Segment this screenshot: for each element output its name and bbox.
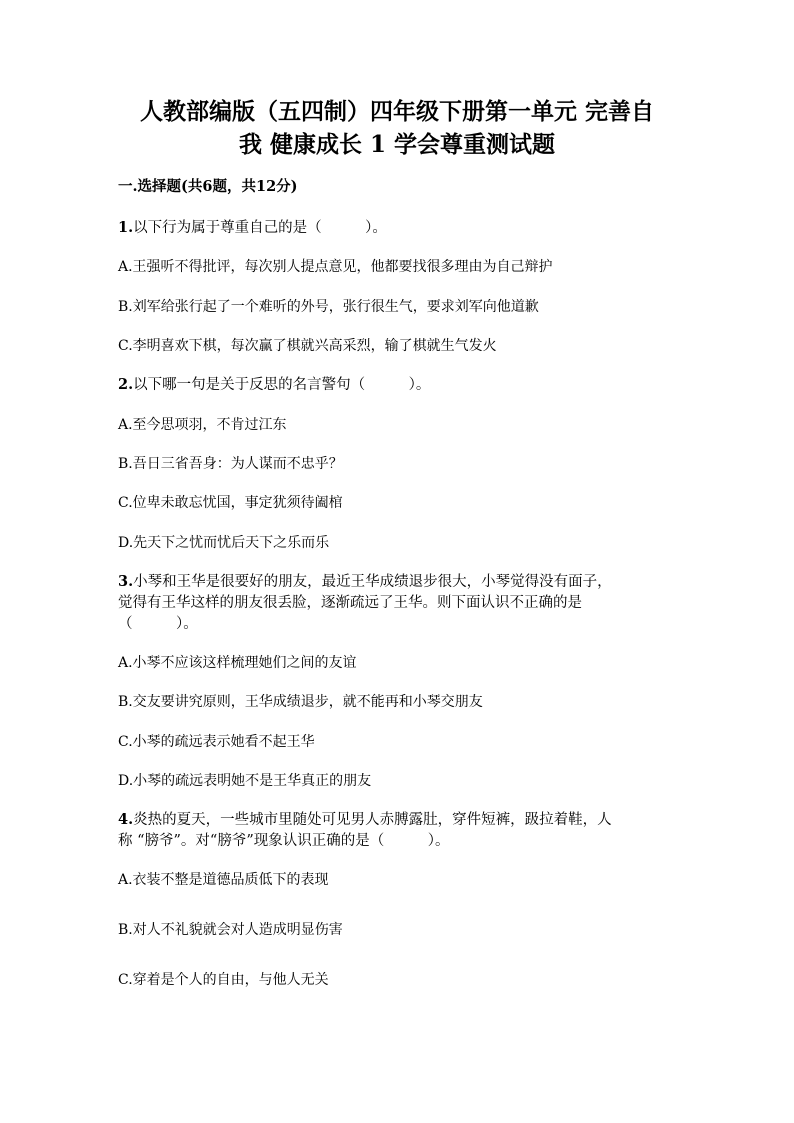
question-3-stem [118, 572, 678, 592]
question-4-stem [118, 810, 678, 830]
question-3-option-b: B.交友要讲究原则，王华成绩退步，就不能再和小琴交朋友 [118, 694, 483, 710]
question-4-option-c: C.穿着是个人的自由，与他人无关 [118, 972, 329, 988]
question-4-option-a: A.衣装不整是道德品质低下的表现 [118, 872, 329, 888]
question-1-number: 1. [118, 219, 134, 236]
question-1-stem-line-1: 以下行为属于尊重自己的是（ ）。 [133, 220, 387, 236]
question-2-stem-line-1: 以下哪一句是关于反思的名言警句（ ）。 [133, 377, 431, 393]
question-1-option-a: A.王强听不得批评，每次别人提点意见，他都要找很多理由为自己辩护 [118, 259, 553, 275]
question-4-option-b: B.对人不礼貌就会对人造成明显伤害 [118, 922, 343, 938]
question-2-stem [118, 375, 678, 395]
section-heading: 一.选择题(共6题，共12分) [118, 178, 298, 195]
question-1-option-b: B.刘军给张行起了一个难听的外号，张行很生气，要求刘军向他道歉 [118, 299, 539, 315]
question-3-option-d: D.小琴的疏远表明她不是王华真正的朋友 [118, 773, 372, 789]
question-4-number: 4. [118, 811, 134, 828]
question-3-stem-line-3: （ ）。 [118, 616, 198, 632]
question-2-option-b: B.吾日三省吾身：为人谋而不忠乎？ [118, 456, 343, 472]
title-line-1: 人教部编版（五四制）四年级下册第一单元 完善自 [139, 98, 654, 125]
question-3-stem-line-2: 觉得有王华这样的朋友很丢脸，逐渐疏远了王华。则下面认识不正确的是 [118, 595, 582, 611]
title-line-2: 我 健康成长 1 学会尊重测试题 [238, 131, 556, 158]
question-3-stem-line-1: 小琴和王华是很要好的朋友，最近王华成绩退步很大，小琴觉得没有面子， [133, 574, 612, 590]
question-4-stem-line-1: 炎热的夏天，一些城市里随处可见男人赤膊露肚，穿件短裤，趿拉着鞋，人 [133, 812, 612, 828]
question-3-option-c: C.小琴的疏远表示她看不起王华 [118, 734, 315, 750]
question-2-option-d: D.先天下之忧而忧后天下之乐而乐 [118, 535, 330, 551]
question-1-option-c: C.李明喜欢下棋，每次赢了棋就兴高采烈，输了棋就生气发火 [118, 338, 497, 354]
question-3-option-a: A.小琴不应该这样梳理她们之间的友谊 [118, 655, 357, 671]
question-2-option-a: A.至今思项羽，不肯过江东 [118, 417, 287, 433]
question-3-number: 3. [118, 573, 134, 590]
question-4-stem-line-2: 称 “膀爷”。对“膀爷”现象认识正确的是（ ）。 [118, 833, 450, 849]
question-2-option-c: C.位卑未敢忘忧国，事定犹须待阖棺 [118, 495, 343, 511]
question-2-number: 2. [118, 376, 134, 393]
question-1-stem [118, 218, 678, 238]
